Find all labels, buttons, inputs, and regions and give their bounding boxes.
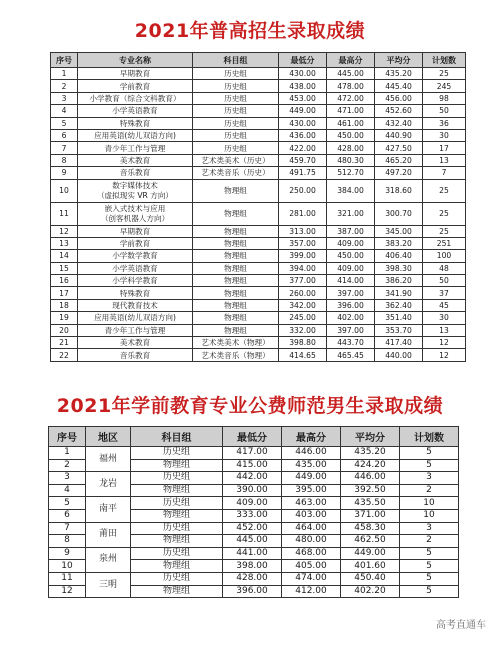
cell-subject: 物理组	[131, 484, 223, 497]
cell-subject: 历史组	[131, 547, 223, 560]
cell-plan-count: 5	[400, 560, 459, 573]
cell-major: 音乐教育	[78, 349, 193, 361]
table-row	[51, 312, 466, 324]
male-scholarship-scores-table	[48, 426, 459, 598]
cell-plan-count: 10	[400, 497, 459, 510]
cell-plan-count: 50	[423, 275, 466, 287]
cell-max-score: 412.00	[282, 585, 341, 598]
cell-major: 早期教育	[78, 68, 193, 80]
cell-max-score: 465.45	[327, 349, 375, 361]
table-row	[49, 472, 459, 485]
cell-avg-score: 406.40	[375, 250, 423, 262]
cell-subject: 历史组	[131, 497, 223, 510]
cell-subject: 历史组	[193, 105, 279, 117]
cell-plan-count: 5	[400, 459, 459, 472]
cell-plan-count: 12	[423, 349, 466, 361]
cell-max-score: 384.00	[327, 179, 375, 202]
cell-avg-score: 318.60	[375, 179, 423, 202]
cell-min-score: 417.00	[223, 447, 282, 460]
cell-max-score: 395.00	[282, 484, 341, 497]
cell-min-score: 422.00	[279, 142, 327, 154]
cell-plan-count: 17	[423, 142, 466, 154]
table-row	[51, 80, 466, 92]
col-header-max: 最高分	[327, 53, 375, 68]
cell-subject: 历史组	[193, 117, 279, 129]
cell-max-score: 397.00	[327, 287, 375, 299]
cell-plan-count: 10	[400, 509, 459, 522]
cell-plan-count: 25	[423, 68, 466, 80]
cell-region: 福州	[86, 447, 131, 472]
cell-avg-score: 440.90	[375, 129, 423, 141]
col-header-max: 最高分	[282, 427, 341, 447]
cell-min-score: 438.00	[279, 80, 327, 92]
table-row	[51, 262, 466, 274]
cell-avg-score: 383.20	[375, 237, 423, 249]
cell-max-score: 409.00	[327, 237, 375, 249]
cell-index: 2	[49, 459, 86, 472]
cell-major: 学前教育	[78, 237, 193, 249]
cell-index: 11	[51, 202, 78, 225]
cell-min-score: 245.00	[279, 312, 327, 324]
cell-index: 12	[51, 225, 78, 237]
cell-max-score: 445.00	[327, 68, 375, 80]
cell-max-score: 480.30	[327, 154, 375, 166]
cell-plan-count: 98	[423, 92, 466, 104]
cell-index: 13	[51, 237, 78, 249]
cell-subject: 历史组	[193, 92, 279, 104]
cell-max-score: 402.00	[327, 312, 375, 324]
table-row	[51, 142, 466, 154]
cell-major: 应用英语(幼儿双语方向)	[78, 312, 193, 324]
cell-max-score: 409.00	[327, 262, 375, 274]
cell-min-score: 313.00	[279, 225, 327, 237]
cell-subject: 物理组	[193, 237, 279, 249]
cell-avg-score: 345.00	[375, 225, 423, 237]
cell-avg-score: 435.20	[341, 447, 400, 460]
cell-index: 9	[51, 167, 78, 179]
cell-subject: 物理组	[193, 202, 279, 225]
table-row	[49, 572, 459, 585]
cell-plan-count: 25	[423, 179, 466, 202]
cell-max-score: 405.00	[282, 560, 341, 573]
cell-major: 小学科学教育	[78, 275, 193, 287]
cell-max-score: 512.70	[327, 167, 375, 179]
cell-max-score: 449.00	[282, 472, 341, 485]
cell-avg-score: 462.50	[341, 535, 400, 548]
cell-avg-score: 341.90	[375, 287, 423, 299]
table-row	[51, 225, 466, 237]
cell-avg-score: 353.70	[375, 324, 423, 336]
cell-region: 三明	[86, 572, 131, 597]
cell-region: 龙岩	[86, 472, 131, 497]
cell-max-score: 397.00	[327, 324, 375, 336]
cell-index: 5	[51, 117, 78, 129]
table-row	[51, 105, 466, 117]
cell-plan-count: 50	[423, 105, 466, 117]
cell-index: 2	[51, 80, 78, 92]
cell-max-score: 468.00	[282, 547, 341, 560]
admission-scores-table	[50, 52, 466, 362]
cell-subject: 物理组	[193, 179, 279, 202]
cell-major: 青少年工作与管理	[78, 324, 193, 336]
cell-max-score: 396.00	[327, 299, 375, 311]
cell-min-score: 436.00	[279, 129, 327, 141]
cell-subject: 历史组	[193, 80, 279, 92]
cell-plan-count: 13	[423, 324, 466, 336]
cell-avg-score: 351.40	[375, 312, 423, 324]
col-header-major: 专业名称	[78, 53, 193, 68]
table-row	[51, 68, 466, 80]
cell-avg-score: 435.50	[341, 497, 400, 510]
cell-max-score: 471.00	[327, 105, 375, 117]
cell-avg-score: 386.20	[375, 275, 423, 287]
cell-avg-score: 449.00	[341, 547, 400, 560]
cell-plan-count: 3	[400, 472, 459, 485]
cell-subject: 历史组	[131, 472, 223, 485]
cell-index: 1	[51, 68, 78, 80]
col-header-subject: 科目组	[131, 427, 223, 447]
cell-plan-count: 12	[423, 337, 466, 349]
cell-avg-score: 402.20	[341, 585, 400, 598]
cell-index: 21	[51, 337, 78, 349]
table-header-row	[51, 53, 466, 68]
cell-max-score: 414.00	[327, 275, 375, 287]
table-row	[51, 250, 466, 262]
table-row	[51, 117, 466, 129]
cell-plan-count: 2	[400, 535, 459, 548]
table-row	[51, 129, 466, 141]
cell-max-score: 472.00	[327, 92, 375, 104]
cell-major: 早期教育	[78, 225, 193, 237]
col-header-index: 序号	[51, 53, 78, 68]
cell-subject: 艺术类音乐（物理）	[193, 349, 279, 361]
cell-subject: 历史组	[131, 447, 223, 460]
cell-avg-score: 417.40	[375, 337, 423, 349]
cell-subject: 历史组	[193, 129, 279, 141]
cell-min-score: 398.00	[223, 560, 282, 573]
cell-index: 10	[49, 560, 86, 573]
cell-subject: 物理组	[131, 509, 223, 522]
cell-major: 青少年工作与管理	[78, 142, 193, 154]
cell-index: 4	[51, 105, 78, 117]
table-row	[49, 447, 459, 460]
cell-index: 20	[51, 324, 78, 336]
cell-min-score: 428.00	[223, 572, 282, 585]
cell-min-score: 250.00	[279, 179, 327, 202]
cell-avg-score: 432.40	[375, 117, 423, 129]
cell-min-score: 491.75	[279, 167, 327, 179]
cell-max-score: 387.00	[327, 225, 375, 237]
table-row	[51, 237, 466, 249]
table-row	[51, 324, 466, 336]
cell-major: 美术教育	[78, 337, 193, 349]
table-row	[49, 497, 459, 510]
cell-plan-count: 3	[400, 522, 459, 535]
cell-avg-score: 398.30	[375, 262, 423, 274]
cell-min-score: 399.00	[279, 250, 327, 262]
cell-max-score: 321.00	[327, 202, 375, 225]
cell-index: 3	[51, 92, 78, 104]
col-header-region: 地区	[86, 427, 131, 447]
cell-min-score: 342.00	[279, 299, 327, 311]
cell-region: 泉州	[86, 547, 131, 572]
cell-max-score: 461.00	[327, 117, 375, 129]
cell-index: 1	[49, 447, 86, 460]
cell-avg-score: 427.50	[375, 142, 423, 154]
cell-min-score: 332.00	[279, 324, 327, 336]
cell-min-score: 409.00	[223, 497, 282, 510]
cell-index: 6	[51, 129, 78, 141]
cell-avg-score: 497.20	[375, 167, 423, 179]
cell-major: 小学英语教育	[78, 105, 193, 117]
table-header-row	[49, 427, 459, 447]
table-row	[49, 522, 459, 535]
cell-min-score: 445.00	[223, 535, 282, 548]
section-title: 2021年学前教育专业公费师范男生录取成绩	[56, 395, 444, 417]
cell-plan-count: 251	[423, 237, 466, 249]
cell-plan-count: 7	[423, 167, 466, 179]
cell-index: 15	[51, 262, 78, 274]
table-row	[51, 179, 466, 202]
cell-avg-score: 445.40	[375, 80, 423, 92]
cell-index: 14	[51, 250, 78, 262]
cell-subject: 艺术类美术（历史）	[193, 154, 279, 166]
cell-max-score: 450.00	[327, 250, 375, 262]
cell-min-score: 414.65	[279, 349, 327, 361]
cell-subject: 物理组	[131, 560, 223, 573]
col-header-index: 序号	[49, 427, 86, 447]
cell-max-score: 474.00	[282, 572, 341, 585]
cell-max-score: 450.00	[327, 129, 375, 141]
cell-avg-score: 371.00	[341, 509, 400, 522]
cell-avg-score: 362.40	[375, 299, 423, 311]
cell-avg-score: 300.70	[375, 202, 423, 225]
cell-plan-count: 5	[400, 572, 459, 585]
cell-subject: 物理组	[131, 459, 223, 472]
cell-min-score: 453.00	[279, 92, 327, 104]
table-row	[51, 92, 466, 104]
cell-avg-score: 392.50	[341, 484, 400, 497]
cell-avg-score: 458.30	[341, 522, 400, 535]
cell-plan-count: 245	[423, 80, 466, 92]
cell-index: 19	[51, 312, 78, 324]
cell-plan-count: 48	[423, 262, 466, 274]
cell-subject: 历史组	[131, 572, 223, 585]
cell-plan-count: 5	[400, 447, 459, 460]
cell-max-score: 443.70	[327, 337, 375, 349]
cell-subject: 物理组	[193, 275, 279, 287]
cell-subject: 物理组	[131, 535, 223, 548]
cell-index: 9	[49, 547, 86, 560]
cell-subject: 艺术类音乐（历史）	[193, 167, 279, 179]
cell-major: 小学英语教育	[78, 262, 193, 274]
col-header-avg: 平均分	[375, 53, 423, 68]
cell-min-score: 333.00	[223, 509, 282, 522]
cell-index: 8	[49, 535, 86, 548]
cell-avg-score: 446.00	[341, 472, 400, 485]
cell-index: 6	[49, 509, 86, 522]
col-header-avg: 平均分	[341, 427, 400, 447]
col-header-plan: 计划数	[400, 427, 459, 447]
cell-avg-score: 435.20	[375, 68, 423, 80]
cell-index: 11	[49, 572, 86, 585]
cell-avg-score: 456.00	[375, 92, 423, 104]
cell-min-score: 415.00	[223, 459, 282, 472]
table-row	[51, 167, 466, 179]
cell-plan-count: 25	[423, 202, 466, 225]
cell-max-score: 446.00	[282, 447, 341, 460]
cell-major: 嵌入式技术与应用 （创客机器人方向）	[78, 202, 193, 225]
cell-subject: 艺术类美术（物理）	[193, 337, 279, 349]
cell-index: 3	[49, 472, 86, 485]
cell-plan-count: 45	[423, 299, 466, 311]
cell-major: 音乐教育	[78, 167, 193, 179]
cell-avg-score: 424.20	[341, 459, 400, 472]
table-row	[51, 287, 466, 299]
cell-subject: 物理组	[193, 250, 279, 262]
cell-index: 4	[49, 484, 86, 497]
cell-major: 特殊教育	[78, 287, 193, 299]
cell-avg-score: 465.20	[375, 154, 423, 166]
cell-avg-score: 440.00	[375, 349, 423, 361]
cell-plan-count: 13	[423, 154, 466, 166]
col-header-min: 最低分	[279, 53, 327, 68]
table-row	[51, 202, 466, 225]
cell-subject: 历史组	[193, 142, 279, 154]
cell-plan-count: 25	[423, 225, 466, 237]
cell-index: 22	[51, 349, 78, 361]
cell-index: 10	[51, 179, 78, 202]
cell-region: 莆田	[86, 522, 131, 547]
cell-major: 小学教育（综合文科教育）	[78, 92, 193, 104]
cell-plan-count: 100	[423, 250, 466, 262]
cell-max-score: 463.00	[282, 497, 341, 510]
col-header-min: 最低分	[223, 427, 282, 447]
cell-major: 应用英语(幼儿双语方向)	[78, 129, 193, 141]
cell-max-score: 478.00	[327, 80, 375, 92]
cell-plan-count: 5	[400, 547, 459, 560]
cell-plan-count: 30	[423, 129, 466, 141]
cell-avg-score: 401.60	[341, 560, 400, 573]
cell-plan-count: 30	[423, 312, 466, 324]
cell-min-score: 260.00	[279, 287, 327, 299]
cell-major: 学前教育	[78, 80, 193, 92]
cell-min-score: 459.70	[279, 154, 327, 166]
table-row	[51, 275, 466, 287]
cell-subject: 物理组	[193, 312, 279, 324]
watermark: 高考直通车	[436, 620, 486, 631]
cell-subject: 历史组	[193, 68, 279, 80]
col-header-plan: 计划数	[423, 53, 466, 68]
cell-plan-count: 2	[400, 484, 459, 497]
cell-min-score: 441.00	[223, 547, 282, 560]
cell-min-score: 398.80	[279, 337, 327, 349]
cell-index: 16	[51, 275, 78, 287]
cell-min-score: 281.00	[279, 202, 327, 225]
cell-avg-score: 450.40	[341, 572, 400, 585]
cell-index: 7	[51, 142, 78, 154]
cell-index: 8	[51, 154, 78, 166]
cell-subject: 物理组	[193, 225, 279, 237]
cell-plan-count: 37	[423, 287, 466, 299]
cell-max-score: 403.00	[282, 509, 341, 522]
cell-max-score: 435.00	[282, 459, 341, 472]
cell-min-score: 430.00	[279, 68, 327, 80]
table-row	[51, 349, 466, 361]
cell-major: 现代教育技术	[78, 299, 193, 311]
cell-index: 7	[49, 522, 86, 535]
cell-index: 17	[51, 287, 78, 299]
table-row	[51, 337, 466, 349]
cell-min-score: 390.00	[223, 484, 282, 497]
cell-max-score: 428.00	[327, 142, 375, 154]
cell-subject: 物理组	[193, 324, 279, 336]
cell-subject: 物理组	[193, 299, 279, 311]
cell-min-score: 396.00	[223, 585, 282, 598]
cell-index: 12	[49, 585, 86, 598]
cell-subject: 历史组	[131, 522, 223, 535]
cell-min-score: 449.00	[279, 105, 327, 117]
cell-min-score: 430.00	[279, 117, 327, 129]
cell-major: 美术教育	[78, 154, 193, 166]
cell-subject: 物理组	[131, 585, 223, 598]
cell-avg-score: 452.60	[375, 105, 423, 117]
cell-major: 特殊教育	[78, 117, 193, 129]
cell-plan-count: 36	[423, 117, 466, 129]
cell-min-score: 377.00	[279, 275, 327, 287]
cell-max-score: 464.00	[282, 522, 341, 535]
cell-index: 18	[51, 299, 78, 311]
cell-subject: 物理组	[193, 262, 279, 274]
cell-subject: 物理组	[193, 287, 279, 299]
cell-min-score: 394.00	[279, 262, 327, 274]
table-row	[49, 547, 459, 560]
cell-plan-count: 5	[400, 585, 459, 598]
table-row	[51, 154, 466, 166]
cell-max-score: 480.00	[282, 535, 341, 548]
col-header-subject: 科目组	[193, 53, 279, 68]
cell-index: 5	[49, 497, 86, 510]
cell-min-score: 357.00	[279, 237, 327, 249]
table-row	[51, 299, 466, 311]
cell-major: 数字媒体技术 （虚拟现实 VR 方向）	[78, 179, 193, 202]
cell-min-score: 442.00	[223, 472, 282, 485]
cell-region: 南平	[86, 497, 131, 522]
cell-major: 小学数学教育	[78, 250, 193, 262]
page-title: 2021年普高招生录取成绩	[134, 20, 366, 42]
cell-min-score: 452.00	[223, 522, 282, 535]
